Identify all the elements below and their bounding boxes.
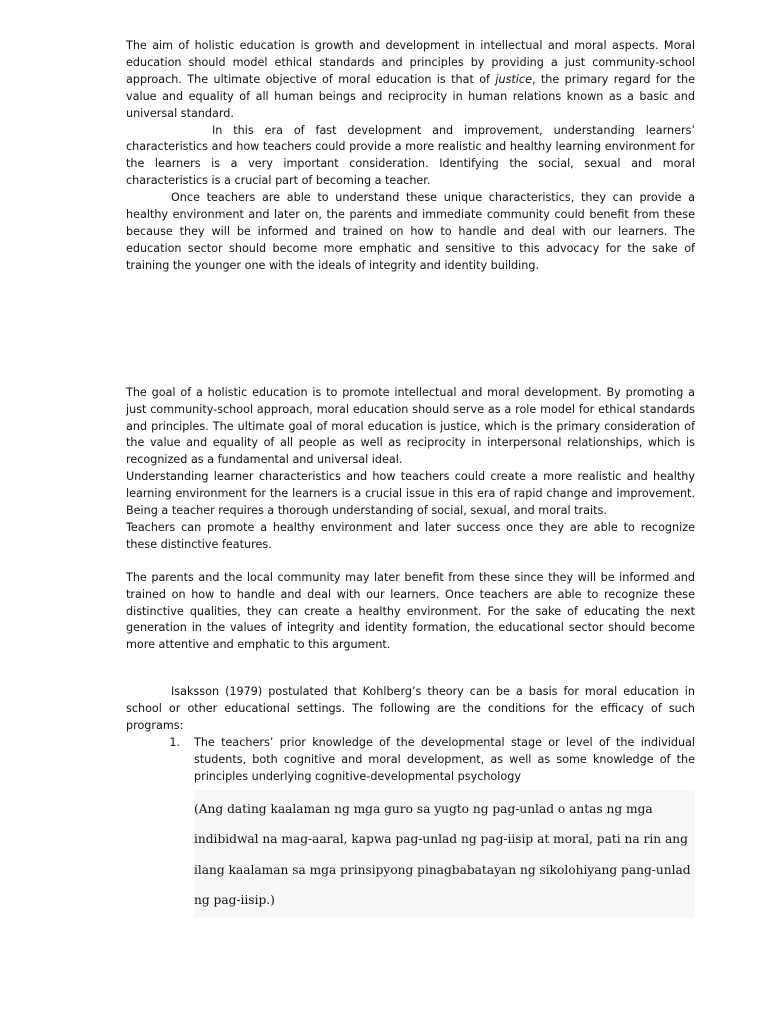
paragraph-holistic-aim — [126, 38, 695, 123]
italic-term-justice: justice — [495, 72, 532, 86]
list-item-number: 1. — [169, 736, 180, 749]
paragraph-text: , the primary regard for the value and equality of all human beings and reciprocity in human relations known as a basic and universal standard. — [126, 72, 696, 120]
paragraph-learner-characteristics: Understanding learner characteristics and how teachers could create a more realistic and healthy learning environment for the learners is a crucial issue in this era of rapid change and improvement. Being a teacher requires a thorough understanding of social, sexual, and moral traits. — [126, 470, 695, 518]
document-page — [126, 38, 695, 918]
conditions-list — [126, 735, 695, 786]
blank-space — [126, 654, 695, 684]
paragraph-teachers-understand: Once teachers are able to understand these unique characteristics, they can provide a healthy environment and later on, the parents and immediate community could benefit from these because they will be informed and trained on how to handle and deal with our learners. The education sector should become more emphatic and sensitive to this advocacy for the sake of training the younger one with the ideals of integrity and identity building. — [126, 191, 695, 272]
paragraph-healthy-environment: Teachers can promote a healthy environment and later success once they are able to recognize these distinctive features. — [126, 520, 695, 551]
blank-space — [126, 275, 695, 385]
paragraph-era-development: In this era of fast development and improvement, understanding learners’ characteristics and how teachers could provide a more realistic and healthy learning environment for the learners is a very important consideration. Identifying the social, sexual and moral characteristics is a crucial part of becoming a teacher. — [126, 123, 695, 188]
paragraph-isaksson-intro: Isaksson (1979) postulated that Kohlberg’s theory can be a basis for moral education in school or other educational settings. The following are the conditions for the efficacy of such programs: — [126, 685, 695, 733]
filipino-translation: (Ang dating kaalaman ng mga guro sa yugto ng pag-unlad o antas ng mga indibidwal na mag-aaral, kapwa pag-unlad ng pag-iisip at moral, pati na rin ang ilang kaalaman sa mga prinsipyong pinagbabatayan ng sikolohiyang pang-unlad ng pag-iisip.) — [194, 790, 695, 918]
list-item — [126, 735, 695, 786]
paragraph-holistic-goal: The goal of a holistic education is to promote intellectual and moral development. By promoting a just community-school approach, moral education should serve as a role model for ethical standards and principles. The ultimate goal of moral education is justice, which is the primary consideration of the value and equality of all people as well as reciprocity in interpersonal relationships, which is recognized as a fundamental and universal ideal. — [126, 385, 695, 467]
blank-space — [126, 554, 695, 570]
paragraph-parents-community: The parents and the local community may later benefit from these since they will be informed and trained on how to handle and deal with our learners. Once teachers are able to recognize these distinctive qualities, they can create a healthy environment. For the sake of educating the next generation in the values of integrity and identity formation, the educational sector should become more attentive and emphatic to this argument. — [126, 570, 695, 652]
paragraph-text: The aim of holistic education is growth and development in intellectual and moral aspects. Moral education should model ethical standards and principles by providing a just community-school approach. The ultimate objective of moral education is that of — [126, 39, 695, 86]
list-item-text: The teachers’ prior knowledge of the developmental stage or level of the individual students, both cognitive and moral development, as well as some knowledge of the principles underlying cognitive-developmental psychology — [194, 736, 695, 783]
